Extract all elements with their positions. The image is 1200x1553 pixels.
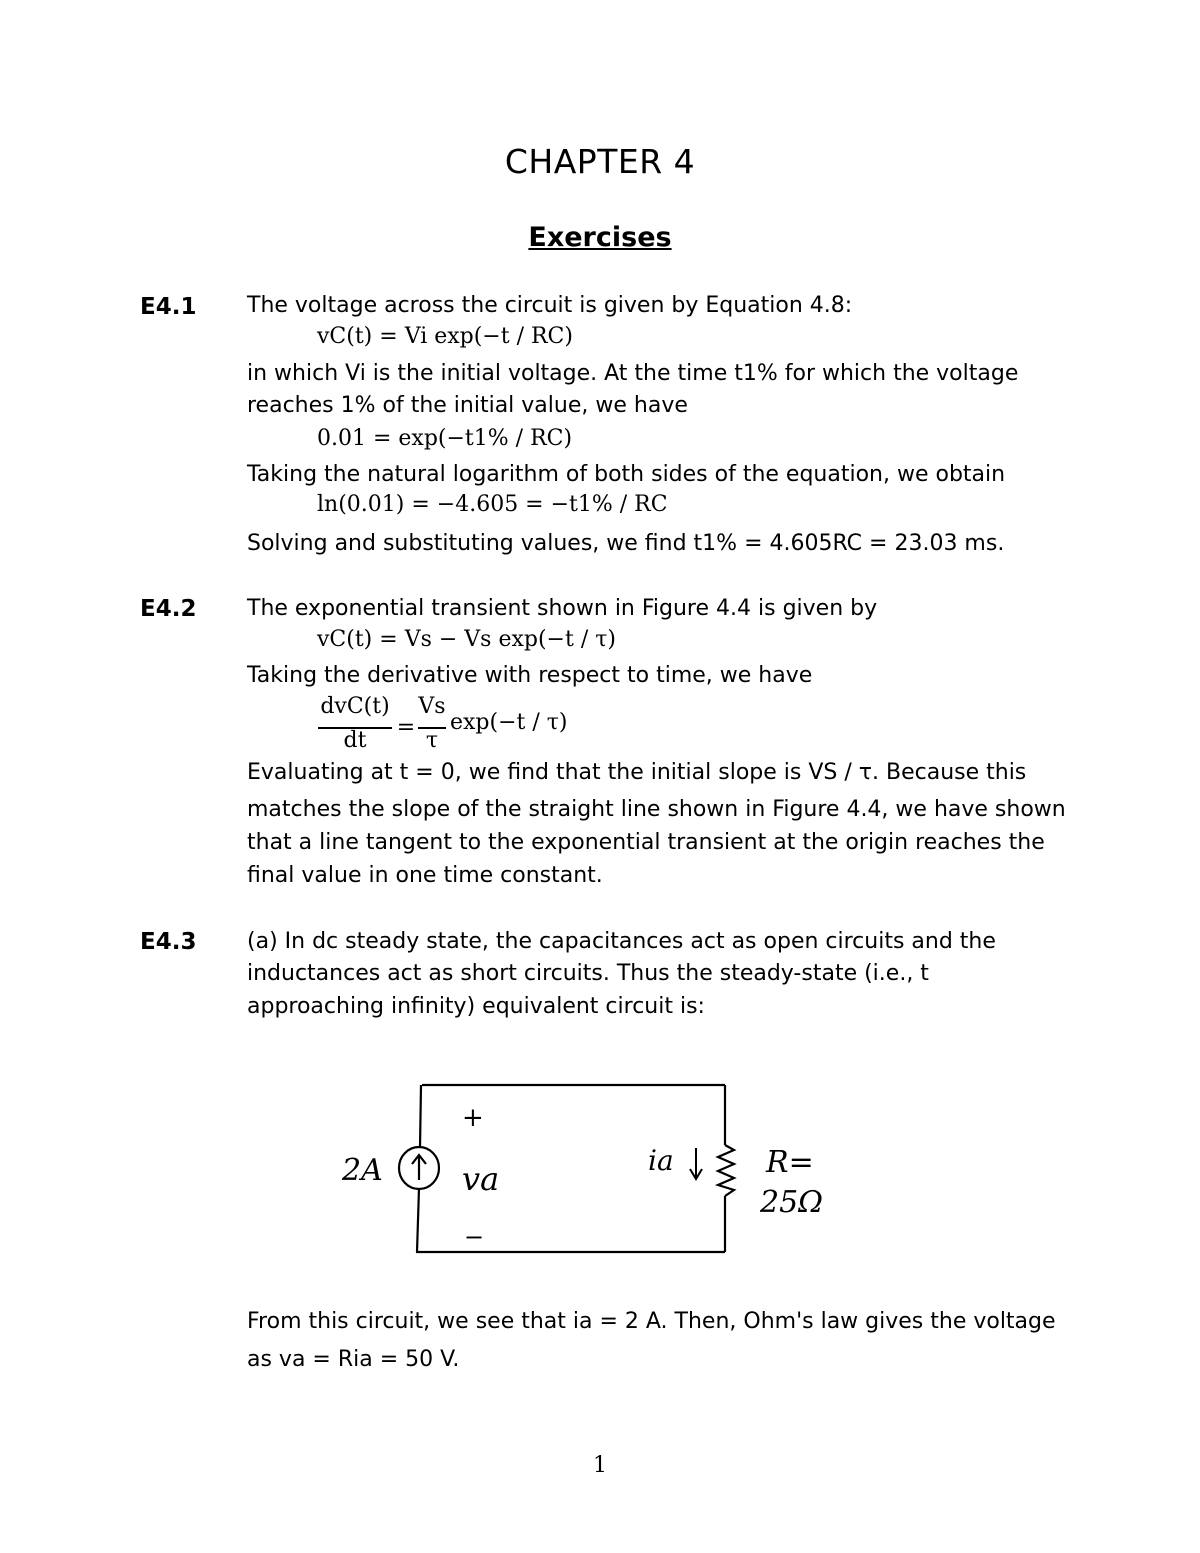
e42-line-6: final value in one time constant. — [247, 863, 603, 888]
e42-line-3: Evaluating at t = 0, we find that the initial slope is VS / τ. Because this — [247, 760, 1027, 785]
left-wire-top — [420, 1085, 421, 1148]
e41-equation-2: 0.01 = exp(−t1% / RC) — [317, 426, 573, 451]
e42-equation-1: vC(t) = Vs − Vs exp(−t / τ) — [317, 627, 616, 652]
resistor-label-a: R= — [766, 1145, 814, 1180]
fraction-numerator-2: Vs — [418, 694, 446, 719]
e41-line-3: reaches 1% of the initial value, we have — [247, 393, 688, 418]
exercise-label-e42: E4.2 — [140, 596, 197, 622]
voltage-label: va — [462, 1160, 500, 1198]
e43-line-4: From this circuit, we see that ia = 2 A. Then, Ohm's law gives the voltage — [247, 1309, 1056, 1334]
e41-line-4: Taking the natural logarithm of both sides of the equation, we obtain — [247, 462, 1006, 487]
resistor-label-b: 25Ω — [760, 1185, 824, 1220]
e43-line-1: (a) In dc steady state, the capacitances act as open circuits and the — [247, 929, 996, 954]
page-number: 1 — [593, 1453, 607, 1478]
e42-line-2: Taking the derivative with respect to time, we have — [247, 663, 813, 688]
e41-line-1: The voltage across the circuit is given by Equation 4.8: — [247, 293, 853, 318]
exercise-label-e41: E4.1 — [140, 294, 197, 320]
e43-line-2: inductances act as short circuits. Thus the steady-state (i.e., t — [247, 961, 929, 986]
e41-line-2: in which Vi is the initial voltage. At the time t1% for which the voltage — [247, 361, 1019, 386]
chapter-title: CHAPTER 4 — [504, 142, 696, 181]
e41-equation-3: ln(0.01) = −4.605 = −t1% / RC — [317, 492, 668, 517]
e42-line-1: The exponential transient shown in Figure 4.4 is given by — [247, 596, 878, 621]
plus-sign: + — [462, 1103, 484, 1133]
left-wire-bottom — [417, 1188, 419, 1252]
circuit-diagram — [320, 1070, 860, 1270]
e41-line-5: Solving and substituting values, we find t1% = 4.605RC = 23.03 ms. — [247, 531, 1005, 556]
current-label: ia — [648, 1144, 674, 1177]
derivative-denominator: dt — [343, 728, 367, 753]
e42-line-5: that a line tangent to the exponential transient at the origin reaches the — [247, 830, 1045, 855]
exercise-label-e43: E4.3 — [140, 929, 197, 955]
minus-sign: − — [464, 1223, 485, 1251]
e41-equation-1: vC(t) = Vi exp(−t / RC) — [317, 324, 573, 349]
resistor-icon — [718, 1145, 734, 1196]
e43-line-5: as va = Ria = 50 V. — [247, 1347, 460, 1372]
source-value-label: 2A — [342, 1153, 383, 1188]
derivative-rest: exp(−t / τ) — [450, 710, 568, 735]
e42-line-4: matches the slope of the straight line shown in Figure 4.4, we have shown — [247, 797, 1066, 822]
derivative-numerator: dvC(t) — [320, 694, 390, 719]
fraction-denominator-2: τ — [425, 728, 439, 753]
equals-sign: = — [396, 715, 416, 740]
e43-line-3: approaching infinity) equivalent circuit is: — [247, 994, 705, 1019]
section-heading: Exercises — [528, 222, 672, 253]
